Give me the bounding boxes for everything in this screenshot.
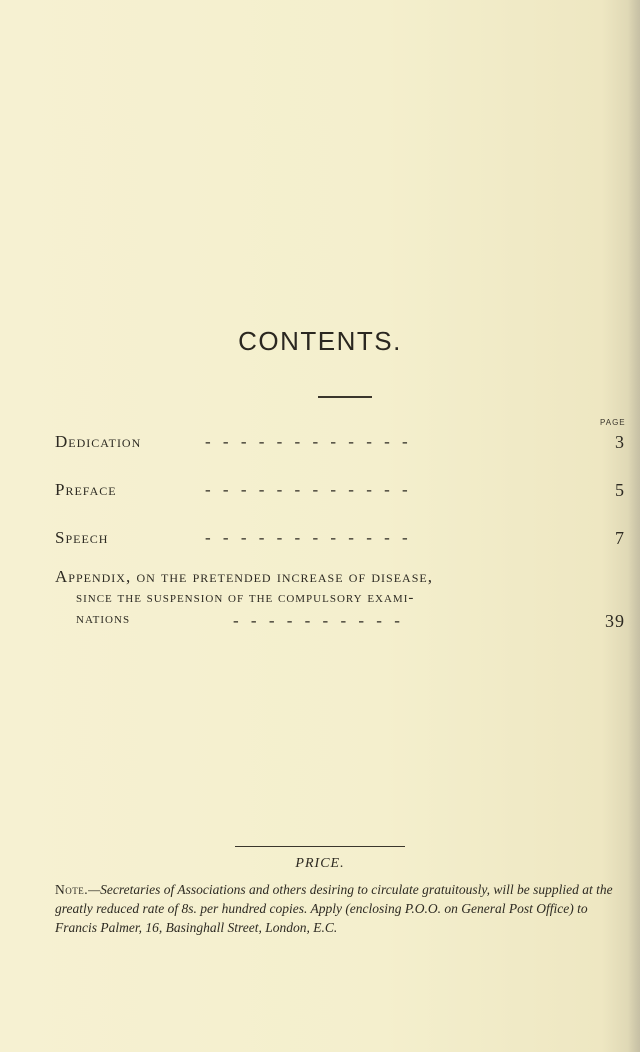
page-edge-shadow (628, 0, 640, 1052)
appendix-line-3: nations (76, 611, 131, 627)
toc-page-number: 39 (605, 611, 625, 631)
appendix-line-2: since the suspension of the compulsory exami- (76, 590, 415, 606)
note-label: Note. (55, 882, 89, 897)
contents-heading: CONTENTS. (238, 326, 402, 356)
toc-leader-dots: - - - - - - - - - - - - (205, 528, 412, 547)
toc-page-number: 3 (615, 432, 625, 452)
toc-page-number: 5 (615, 480, 625, 500)
toc-leader-dots: - - - - - - - - - - - - (205, 480, 412, 499)
price-rule (235, 846, 405, 847)
toc-entry-appendix (55, 567, 625, 657)
toc-page-number: 7 (615, 528, 625, 548)
toc-leader-dots: - - - - - - - - - - - - (205, 432, 412, 451)
price-title: PRICE. (295, 856, 345, 871)
price-note (55, 880, 625, 937)
heading-rule (318, 396, 372, 398)
toc-entry-label: Speech (55, 528, 109, 547)
toc-leader-dots: - - - - - - - - - - (233, 611, 404, 630)
note-text: —Secretaries of Associations and others desiring to circulate gratuitously, will be supplied at the greatly reduced rate of 8s. per hundred copies. Apply (enclosing P.O.O. on General Post Office) to Francis Palmer, 16, Basinghall Street, London, E.C. (55, 882, 613, 935)
appendix-line-1: Appendix, on the pretended increase of disease, (55, 567, 433, 586)
toc-entry-label: Preface (55, 480, 117, 499)
toc-entry-label: Dedication (55, 432, 142, 451)
page-column-label: PAGE (600, 418, 626, 427)
